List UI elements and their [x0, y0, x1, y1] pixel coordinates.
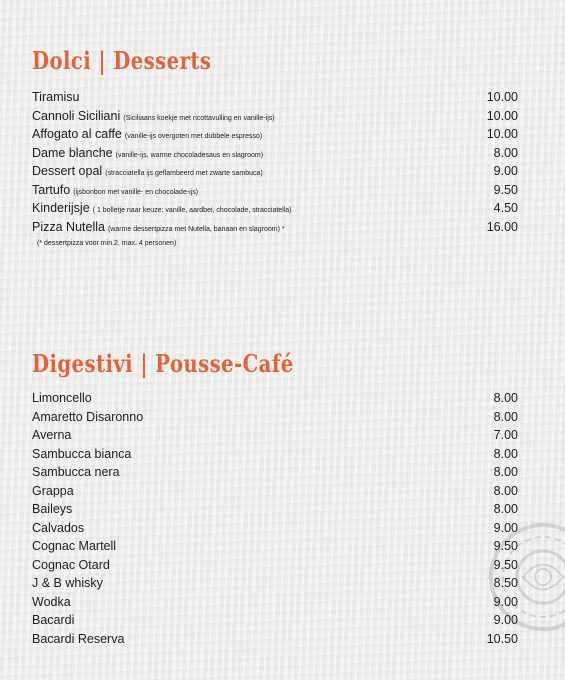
item-name: Dame blanche: [32, 145, 113, 160]
item-price: 8.50: [493, 576, 518, 590]
menu-item: [32, 521, 518, 540]
item-price: 8.00: [493, 465, 518, 479]
item-price: 9.50: [493, 182, 518, 197]
item-name: Pizza Nutella: [32, 219, 105, 234]
item-price: 8.00: [493, 483, 518, 498]
item-price: 10.50: [486, 631, 518, 646]
item-description: (vanille-ijs, warme chocoladesaus en slagroom): [115, 151, 264, 159]
item-name: Tiramisu: [32, 90, 80, 104]
item-price: 8.00: [493, 391, 518, 405]
item-name: Dessert opal: [32, 164, 103, 178]
item-price: 16.00: [486, 219, 518, 234]
item-name: Cannoli Siciliani: [32, 108, 121, 123]
item-name: Affogato al caffe: [32, 127, 122, 141]
item-name: J & B whisky: [32, 576, 103, 590]
item-price: 8.00: [493, 409, 518, 424]
item-price: 10.00: [486, 108, 518, 123]
item-name: Averna: [32, 428, 72, 442]
item-name: Grappa: [32, 483, 74, 498]
menu-item: [32, 484, 518, 503]
item-price: 9.50: [493, 557, 518, 572]
menu-item: [32, 595, 518, 614]
menu-item: [32, 127, 518, 146]
menu-item: [32, 428, 518, 447]
menu-item: [32, 447, 518, 466]
item-price: 8.00: [493, 502, 518, 516]
digestivi-list: [32, 391, 518, 650]
item-price: 9.00: [493, 613, 518, 627]
item-name: Bacardi: [32, 613, 75, 627]
footnote: (* dessertpizza voor min.2, max. 4 personen): [37, 240, 177, 247]
item-price: 9.50: [493, 539, 518, 553]
menu-item: [32, 183, 518, 202]
menu-item: [32, 201, 518, 220]
menu-item: [32, 502, 518, 521]
item-description: (vanille-ijs overgoten met dubbele espresso): [124, 133, 263, 140]
item-name: Sambucca nera: [32, 465, 120, 479]
menu-item: [32, 539, 518, 558]
item-price: 10.00: [486, 90, 518, 104]
item-name: Cognac Otard: [32, 557, 110, 572]
item-description: (warme dessertpizza met Nutella, banaan en slagroom) *: [107, 225, 285, 233]
item-description: (Siciliaans koekje met ricottavulling en vanille-ijs): [123, 114, 275, 122]
menu-item: [32, 146, 518, 165]
item-price: 8.00: [493, 446, 518, 461]
item-description: (ijsbonbon met vanille- en chocolade-ijs): [73, 188, 199, 196]
item-name: Calvados: [32, 520, 85, 535]
menu-item: [32, 558, 518, 577]
menu-item: [32, 465, 518, 484]
menu-item: [32, 164, 518, 183]
menu-item: [32, 632, 518, 651]
item-price: 9.00: [493, 164, 518, 178]
menu-item: [32, 576, 518, 595]
item-name: Baileys: [32, 502, 73, 516]
item-price: 7.00: [493, 428, 518, 442]
item-name: Wodka: [32, 594, 71, 609]
item-name: Cognac Martell: [32, 539, 117, 553]
item-price: 8.00: [493, 145, 518, 160]
desserts-list: [32, 90, 518, 247]
menu-item: [32, 220, 518, 239]
item-name: Tartufo: [32, 182, 71, 197]
item-price: 9.00: [493, 520, 518, 535]
menu-item: [32, 613, 518, 632]
item-price: 4.50: [493, 201, 518, 215]
desserts-title: Dolci | Desserts: [32, 46, 212, 75]
menu-item: [32, 391, 518, 410]
menu-item: [32, 90, 518, 109]
item-name: Sambucca bianca: [32, 446, 132, 461]
item-description: ( 1 bolletje naar keuze: vanille, aardbei, chocolade, stracciatella): [92, 207, 292, 214]
item-name: Amaretto Disaronno: [32, 409, 144, 424]
item-price: 9.00: [493, 594, 518, 609]
item-name: Bacardi Reserva: [32, 631, 125, 646]
menu-item: [32, 410, 518, 429]
item-price: 10.00: [486, 127, 518, 141]
menu-item: [32, 109, 518, 128]
item-description: (stracciatella ijs geflambeerd met zwarte sambuca): [105, 170, 263, 177]
item-name: Kinderijsje: [32, 201, 90, 215]
decorative-seal-icon: [483, 502, 565, 652]
digestivi-title: Digestivi | Pousse-Café: [32, 349, 294, 378]
item-name: Limoncello: [32, 391, 92, 405]
